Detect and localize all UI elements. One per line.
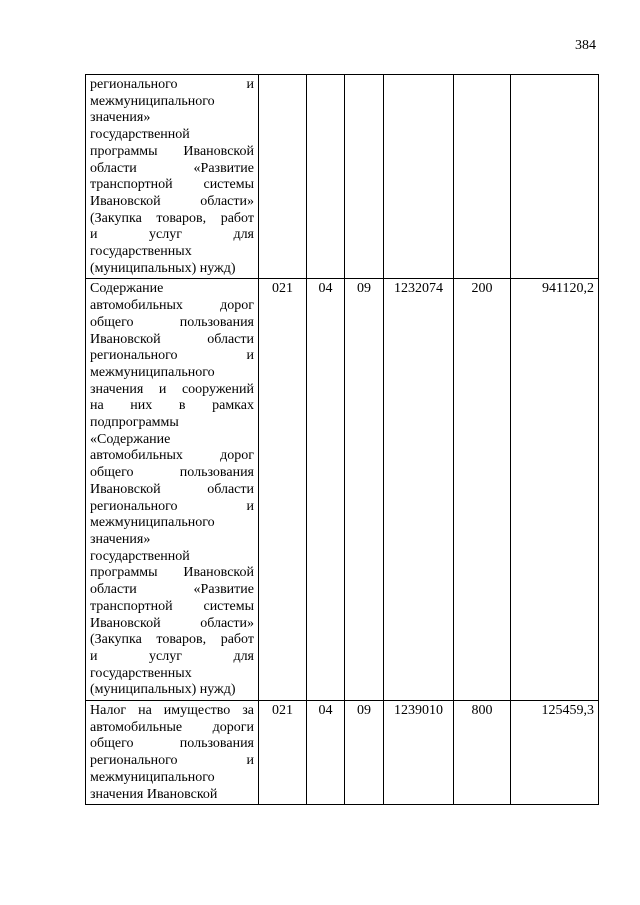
ministry-code-cell: 021 [259, 701, 307, 805]
description-line: межмуниципального [90, 769, 215, 785]
description-line: «Содержание [90, 431, 171, 447]
description-line: государственной [90, 127, 190, 143]
subsection-code-cell: 09 [345, 279, 384, 701]
row-description [86, 701, 259, 805]
description-line: регионального и [90, 348, 254, 364]
target-article-cell [384, 75, 454, 279]
description-line: Ивановской области» [90, 193, 254, 209]
table-row [86, 701, 599, 805]
description-line: значения» [90, 110, 151, 126]
description-line: общего пользования [90, 465, 254, 481]
subsection-code-cell: 09 [345, 701, 384, 805]
description-line: области «Развитие [90, 160, 254, 176]
description-line: государственных [90, 665, 192, 681]
description-line: значения Ивановской [90, 786, 218, 802]
amount-cell: 125459,3 [511, 701, 599, 805]
description-line: общего пользования [90, 314, 254, 330]
expense-type-cell: 800 [454, 701, 511, 805]
subsection-code-cell [345, 75, 384, 279]
section-code-cell: 04 [307, 701, 345, 805]
description-line: (Закупка товаров, работ [90, 210, 254, 226]
target-article-cell: 1232074 [384, 279, 454, 701]
description-line: регионального и [90, 77, 254, 92]
description-line: автомобильных дорог [90, 448, 254, 464]
description-line: Ивановской области [90, 481, 254, 497]
description-line: программы Ивановской [90, 143, 254, 159]
table-row [86, 279, 599, 701]
expense-type-cell: 200 [454, 279, 511, 701]
description-line: автомобильных дорог [90, 298, 254, 314]
section-code-cell [307, 75, 345, 279]
description-line: значения и сооружений [90, 381, 254, 397]
ministry-code-cell: 021 [259, 279, 307, 701]
description-line: общего пользования [90, 736, 254, 752]
section-code-cell: 04 [307, 279, 345, 701]
row-description [86, 279, 259, 701]
description-line: межмуниципального [90, 515, 215, 531]
description-line: Ивановской области [90, 331, 254, 347]
description-line: (муниципальных) нужд) [90, 260, 236, 276]
description-line: Ивановской области» [90, 615, 254, 631]
description-line: транспортной системы [90, 177, 254, 193]
budget-table [85, 74, 599, 805]
description-line: области «Развитие [90, 582, 254, 598]
expense-type-cell [454, 75, 511, 279]
page-number: 384 [575, 38, 596, 53]
description-line: и услуг для [90, 227, 254, 243]
description-line: межмуниципального [90, 93, 215, 109]
description-line: регионального и [90, 753, 254, 769]
description-line: межмуниципального [90, 364, 215, 380]
target-article-cell: 1239010 [384, 701, 454, 805]
description-line: Налог на имущество за [90, 703, 254, 719]
description-line: программы Ивановской [90, 565, 254, 581]
description-line: государственных [90, 244, 192, 260]
description-line: автомобильные дороги [90, 719, 254, 735]
description-line: и услуг для [90, 648, 254, 664]
row-description [86, 75, 259, 279]
description-line: подпрограммы [90, 415, 179, 431]
description-line: значения» [90, 531, 151, 547]
ministry-code-cell [259, 75, 307, 279]
table-row [86, 75, 599, 279]
description-line: Содержание [90, 281, 164, 297]
amount-cell [511, 75, 599, 279]
description-line: (Закупка товаров, работ [90, 632, 254, 648]
description-line: транспортной системы [90, 598, 254, 614]
amount-cell: 941120,2 [511, 279, 599, 701]
description-line: на них в рамках [90, 398, 254, 414]
description-line: государственной [90, 548, 190, 564]
description-line: регионального и [90, 498, 254, 514]
description-line: (муниципальных) нужд) [90, 682, 236, 698]
